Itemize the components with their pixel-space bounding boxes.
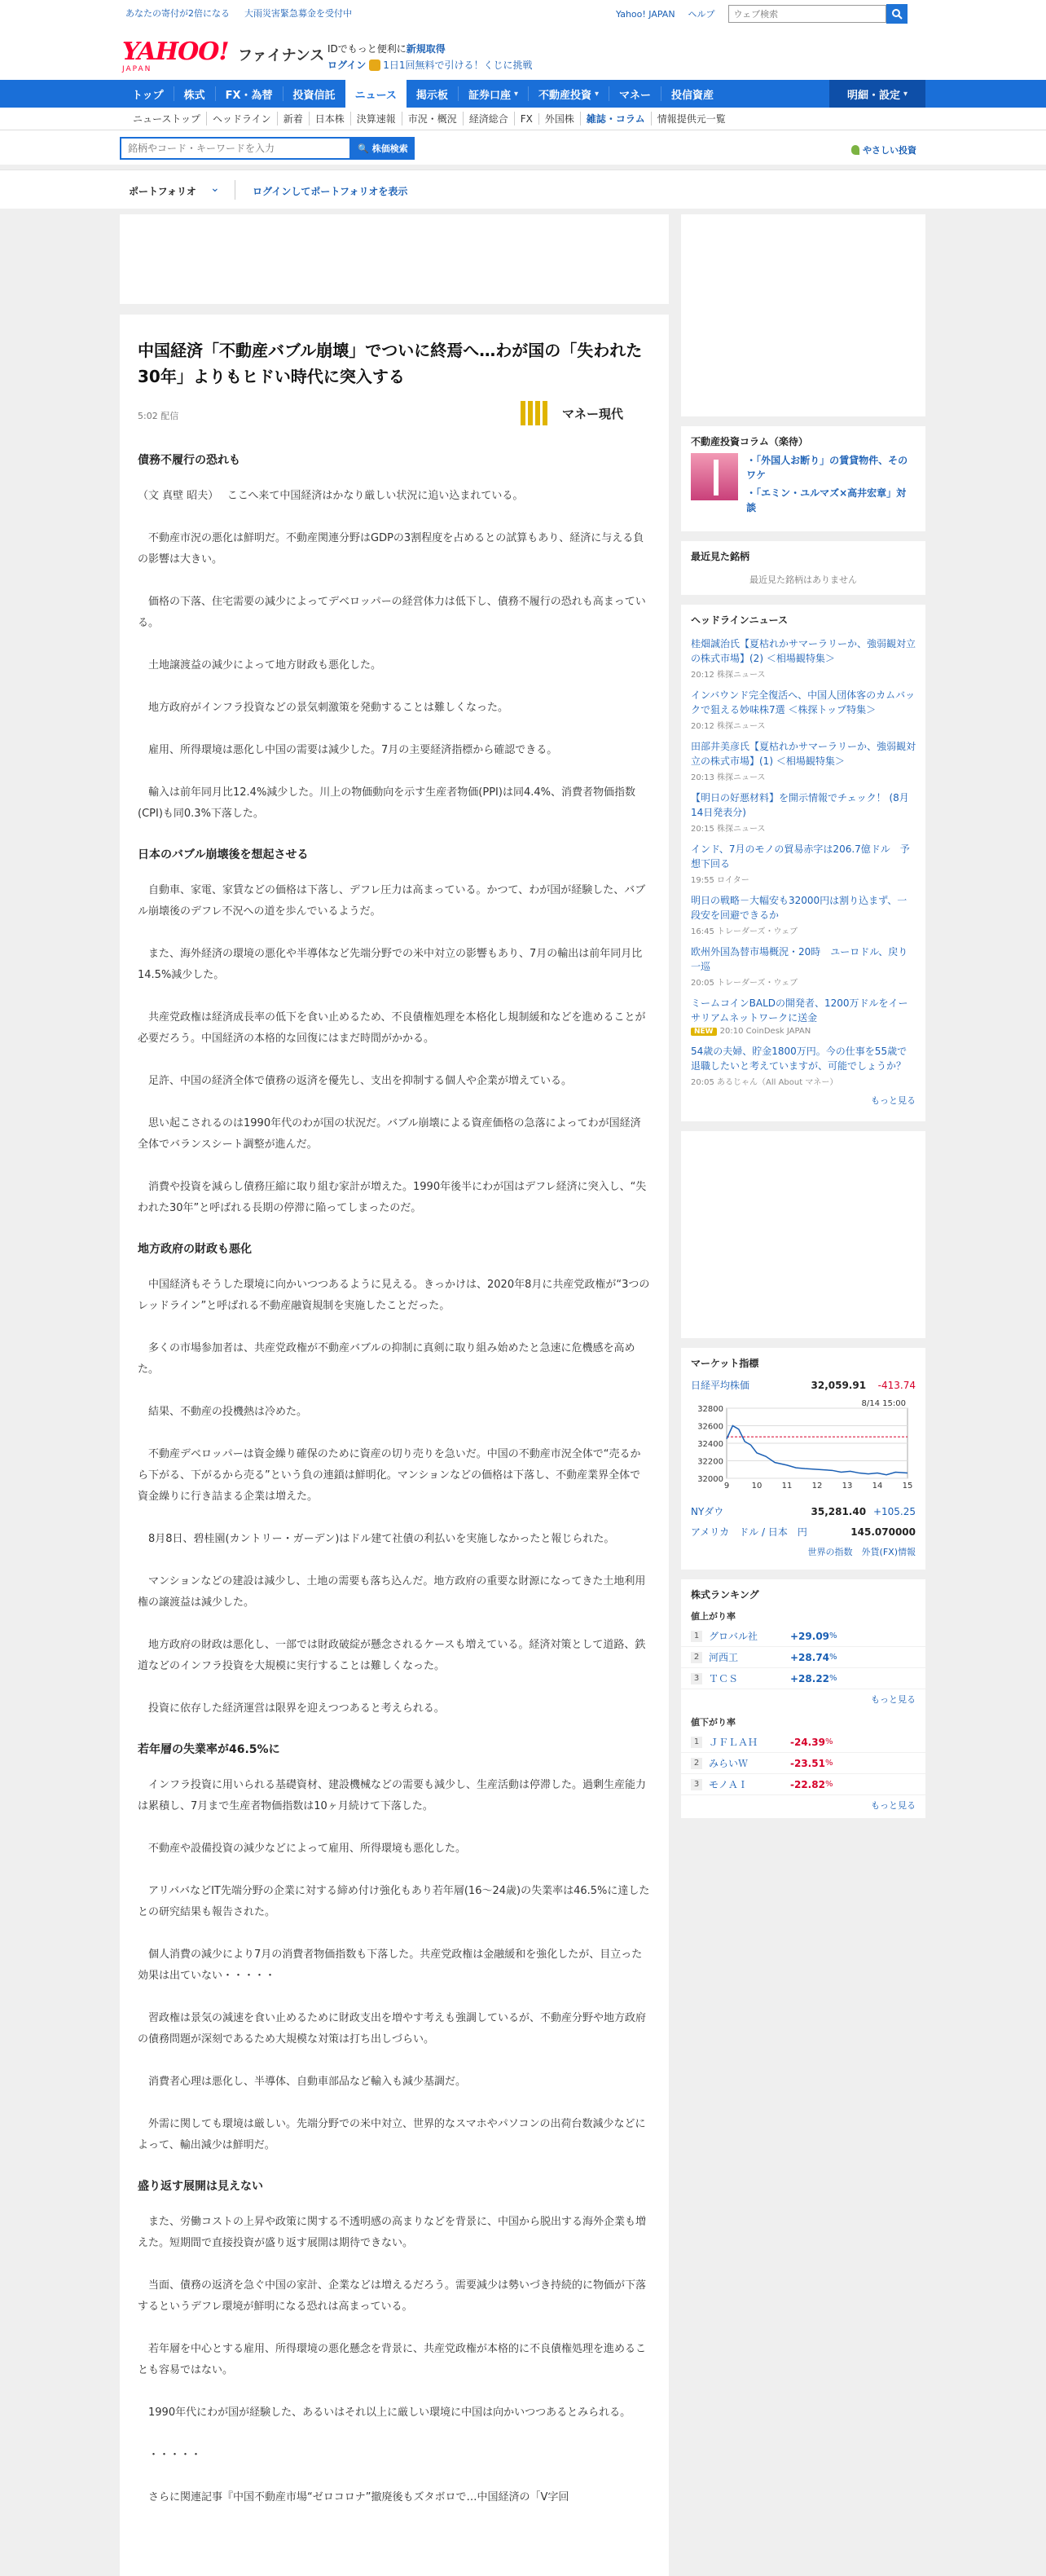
subnav-item[interactable]: 経済総合 — [464, 112, 515, 125]
recent-heading: 最近見た銘柄 — [691, 551, 750, 562]
ranking-percent: +29.09 — [790, 1630, 830, 1642]
service-name[interactable]: ファイナンス — [238, 47, 325, 64]
x-tick-label: 10 — [751, 1482, 763, 1491]
headline-meta — [691, 975, 916, 988]
headline-source: トレーダーズ・ウェブ — [717, 979, 798, 988]
headline-item[interactable] — [681, 734, 925, 786]
ny-dow-change: +105.25 — [872, 1506, 916, 1517]
stock-search — [120, 137, 415, 160]
login-link[interactable]: ログイン — [327, 59, 367, 71]
headline-item[interactable] — [681, 991, 925, 1039]
x-tick-label: 11 — [781, 1482, 793, 1491]
column-list — [681, 453, 925, 531]
ranking-unit: % — [829, 1653, 837, 1662]
headline-meta — [691, 924, 916, 936]
headline-title: 欧州外国為替市場概況・20時 ユーロドル、戻り一巡 — [691, 946, 908, 972]
section-heading: 若年層の失業率が46.5%に — [138, 1743, 280, 1756]
usdjpy-name: アメリカ ドル / 日本 円 — [691, 1526, 807, 1538]
column-link[interactable]: 「エミン・ユルマズ×高井宏章」対談 — [746, 487, 907, 513]
sidebar-ad — [681, 214, 925, 416]
headline-time: 20:13 — [691, 773, 714, 782]
lottery-icon — [369, 59, 380, 71]
ranking-heading: 株式ランキング — [691, 1589, 759, 1601]
headlines-more-link[interactable]: もっと見る — [871, 1095, 916, 1106]
stock-search-row — [0, 130, 1046, 165]
article-paragraph: 若年層を中心とする雇用、所得環境の悪化懸念を背景に、共産党政権が本格的に不良債権処理を進めることも容易ではない。 — [138, 2343, 647, 2376]
yahoo-logo[interactable]: YAHOO! — [122, 37, 229, 66]
portfolio-dropdown-icon[interactable]: ⌄ — [210, 182, 220, 195]
subnav-item[interactable]: FX — [515, 113, 539, 125]
headline-time: 16:45 — [691, 927, 714, 936]
ranking-down-label: 値下がり率 — [691, 1717, 736, 1728]
ranking-number: 2 — [691, 1652, 702, 1663]
recent-empty-text: 最近見た銘柄はありません — [749, 575, 857, 585]
search-icon: 🔍 — [358, 143, 369, 154]
column-heading: 不動産投資コラム（楽待） — [691, 436, 808, 447]
notice-link-1[interactable]: あなたの寄付が2倍になる — [125, 8, 230, 19]
article-paragraph: （文 真壁 昭夫） ここへ来て中国経済はかなり厳しい状況に追い込まれている。 — [138, 490, 524, 502]
headline-meta — [691, 1075, 916, 1087]
top-bar — [0, 0, 1046, 26]
stock-search-label: 株価検索 — [371, 143, 408, 154]
ranking-unit: % — [824, 1780, 833, 1789]
ranking-row[interactable] — [681, 1732, 925, 1753]
ranking-up-label: 値上がり率 — [691, 1611, 736, 1622]
y-tick-label: 32600 — [697, 1422, 723, 1432]
article-paragraph: インフラ投資に用いられる基礎資材、建設機械などの需要も減少し、生産活動は停滞した。過剰生産能力は累積し、7月まで生産者物価指数は10ヶ月続けて下落した。 — [138, 1779, 647, 1812]
headline-meta — [691, 873, 916, 885]
article-paragraph: 不動産や設備投資の減少などによって雇用、所得環境も悪化した。 — [138, 1843, 467, 1855]
ranking-number: 1 — [691, 1631, 702, 1642]
usdjpy-row[interactable] — [681, 1521, 925, 1542]
article-paragraph: 消費や投資を減らし債務圧縮に取り組む家計が増えた。1990年後半にわが国はデフレ経済に突入し、“失われた30年”と呼ばれる長期の停滞に陥ってしまったのだ。 — [138, 1181, 647, 1214]
ranking-percent: +28.22 — [790, 1672, 830, 1684]
section-heading: 債務不履行の恐れも — [138, 454, 240, 467]
article-paragraph: 足許、中国の経済全体で債務の返済を優先し、支出を抑制する個人や企業が増えている。 — [138, 1075, 573, 1087]
easy-invest-link[interactable] — [851, 143, 916, 156]
ranking-unit: % — [824, 1759, 833, 1768]
x-tick-label: 9 — [723, 1482, 730, 1491]
headline-time: 20:12 — [691, 671, 714, 680]
nikkei-chart — [681, 1395, 925, 1501]
subnav-item[interactable]: 新着 — [278, 112, 310, 125]
headline-meta — [691, 770, 916, 782]
ad-banner — [120, 214, 669, 304]
ranking-box — [681, 1579, 925, 1818]
x-tick-label: 12 — [811, 1482, 823, 1491]
portfolio-login-link[interactable]: ログインしてポートフォリオを表示 — [253, 186, 408, 197]
chevron-down-icon: ▾ — [595, 89, 600, 99]
nikkei-row[interactable] — [681, 1375, 925, 1395]
ranking-stock-name: みらいＷ — [709, 1758, 749, 1769]
headline-item[interactable] — [681, 786, 925, 837]
ranking-percent: -24.39 — [790, 1736, 825, 1748]
headline-source: CoinDesk JAPAN — [745, 1027, 811, 1036]
subnav-item[interactable]: ニューストップ — [127, 112, 207, 125]
headline-title: 54歳の夫婦、貯金1800万円。今の仕事を55歳で退職したいと考えていますが、可能でしょうか？ — [691, 1046, 908, 1072]
ranking-stock-name: ＴＣＳ — [709, 1673, 739, 1684]
chevron-down-icon: ▾ — [513, 89, 518, 99]
headline-time: 20:05 — [691, 979, 714, 988]
chart-timestamp: 8/14 15:00 — [861, 1399, 906, 1408]
chevron-down-icon: ▾ — [903, 89, 908, 99]
headline-title: 【明日の好悪材料】を開示情報でチェック！ (8月14日発表分) — [691, 792, 909, 818]
headline-title: 明日の戦略－大幅安も32000円は割り込まず、一段安を回避できるか — [691, 895, 908, 921]
article-paragraph: 思い起こされるのは1990年代のわが国の状況だ。バブル崩壊による資産価格の急落によってわが国経済全体でバランスシート調整が進んだ。 — [138, 1117, 641, 1151]
ranking-stock-name: モノＡＩ — [709, 1779, 748, 1790]
column-link[interactable]: 「外国人お断り」の賃貸物件、そのワケ — [746, 455, 908, 481]
nav-settings-label: 明細・設定 — [846, 89, 900, 102]
ny-dow-name: NYダウ — [691, 1506, 724, 1517]
headline-item[interactable] — [681, 632, 925, 683]
ranking-stock-name: ＪＦＬＡＨ — [709, 1737, 758, 1748]
ranking-row[interactable] — [681, 1753, 925, 1774]
ranking-row[interactable] — [681, 1647, 925, 1668]
article-paragraph: 個人消費の減少により7月の消費者物価指数も下落した。共産党政権は金融緩和を強化したが、目立った効果は出ていない・・・・・ — [138, 1949, 643, 1982]
ranking-unit: % — [829, 1674, 837, 1683]
headline-time: 20:05 — [691, 1078, 714, 1087]
section-heading: 日本のバブル崩壊後を想起させる — [138, 848, 309, 861]
new-badge: NEW — [691, 1028, 717, 1036]
nav-funds[interactable]: 投資信託 — [292, 89, 336, 102]
help-link[interactable]: ヘルプ — [688, 9, 715, 20]
nav-fund-assets[interactable]: 投信資産 — [671, 89, 714, 102]
headline-meta — [691, 667, 916, 680]
usdjpy-value: 145.070000 — [850, 1526, 916, 1538]
ranking-percent: -22.82 — [790, 1778, 825, 1790]
ny-dow-value: 35,281.40 — [811, 1506, 867, 1517]
article-paragraph: アリババなどIT先端分野の企業に対する締め付け強化もあり若年層(16～24歳)の失業率は46.5%に達したとの研究結果も報告された。 — [138, 1885, 650, 1918]
column-box — [681, 426, 925, 531]
stock-search-input[interactable] — [120, 137, 351, 160]
ranking-number: 1 — [691, 1737, 702, 1748]
headline-item[interactable] — [681, 837, 925, 888]
ranking-down-more[interactable]: もっと見る — [871, 1800, 916, 1811]
recent-stocks-box — [681, 541, 925, 595]
headline-source: トレーダーズ・ウェブ — [717, 927, 798, 936]
subnav-item[interactable]: 情報提供元一覧 — [657, 113, 726, 125]
market-box — [681, 1348, 925, 1570]
publisher[interactable] — [521, 401, 623, 425]
article-paragraph: 価格の下落、住宅需要の減少によってデベロッパーの経営体力は低下し、債務不履行の恐れも高まっている。 — [138, 596, 646, 629]
ny-dow-row[interactable] — [681, 1501, 925, 1521]
headline-source: 株探ニュース — [717, 671, 766, 680]
article-title: 中国経済「不動産バブル崩壊」でついに終焉へ…わが国の「失われた30年」よりもヒドい時代に突入する — [138, 341, 643, 386]
article-paragraph: 自動車、家電、家賃などの価格は下落し、デフレ圧力は高まっている。かつて、わが国が経験した、バブル崩壊後のデフレ不況への道を歩んでいるようだ。 — [138, 884, 646, 918]
headlines-box — [681, 605, 925, 1121]
ranking-number: 3 — [691, 1673, 702, 1684]
nav-securities-label: 証券口座 — [468, 89, 511, 102]
notice-link-2[interactable]: 大雨災害緊急募金を受付中 — [244, 8, 352, 19]
ranking-row[interactable] — [681, 1668, 925, 1689]
headline-title: インバウンド完全復活へ、中国人団体客のカムバックで狙える妙味株7選 ＜株探トップ特集＞ — [691, 689, 916, 716]
brand-row — [0, 26, 1046, 80]
nikkei-change: -413.74 — [877, 1380, 916, 1391]
article-paragraph: 不動産市況の悪化は鮮明だ。不動産関連分野はGDPの3割程度を占めるとの試算もあり、経済に与える負の影響は大きい。 — [138, 532, 644, 566]
headline-source: 株探ニュース — [717, 722, 766, 731]
column-thumbnail[interactable] — [691, 453, 738, 500]
subnav-item-active[interactable]: 雑誌・コラム — [581, 112, 652, 125]
ranking-unit: % — [829, 1631, 837, 1640]
nav-top[interactable]: トップ — [132, 89, 164, 102]
article — [120, 315, 669, 2576]
ranking-up-list — [681, 1626, 925, 1689]
lottery-link[interactable]: 1日1回無料で引ける！くじに挑戦 — [383, 59, 533, 71]
article-paragraph: 共産党政権は経済成長率の低下を食い止めるため、不良債権処理を本格化し規制緩和などを進めることが必要だろう。中国経済の本格的な回復にはまだ時間がかかる。 — [138, 1011, 646, 1045]
article-paragraph: 消費者心理は悪化し、半導体、自動車部品など輸入も減少基調だ。 — [138, 2076, 467, 2088]
article-paragraph: 輸入は前年同月比12.4%減少した。川上の物価動向を示す生産者物価(PPI)は同4.4%、消費者物価指数(CPI)も同0.3%下落した。 — [138, 786, 635, 820]
article-paragraph: 中国経済もそうした環境に向かいつつあるように見える。きっかけは、2020年8月に共産党政権が“3つのレッドライン”と呼ばれる不動産融資規制を実施したことだった。 — [138, 1279, 650, 1312]
x-tick-label: 14 — [872, 1482, 883, 1491]
web-search-button[interactable] — [886, 4, 908, 24]
headline-time: 20:10 — [719, 1027, 744, 1036]
nav-fx[interactable]: FX・為替 — [225, 89, 273, 102]
y-tick-label: 32800 — [697, 1405, 723, 1414]
headline-meta — [691, 821, 916, 834]
headline-meta — [691, 1027, 916, 1036]
ranking-percent: +28.74 — [790, 1651, 830, 1663]
article-paragraph: 8月8日、碧桂園(カントリー・ガーデン)はドル建て社債の利払いを実施しなかったと報じられた。 — [138, 1533, 615, 1545]
headline-source: ロイター — [717, 876, 749, 885]
ranking-up-more[interactable]: もっと見る — [871, 1694, 916, 1705]
headline-item[interactable] — [681, 1039, 925, 1090]
subnav-item[interactable]: 決算速報 — [351, 112, 402, 125]
search-icon — [891, 8, 903, 20]
section-heading: 盛り返す展開は見えない — [138, 2180, 263, 2193]
nav-money[interactable]: マネー — [619, 89, 652, 102]
subnav-item[interactable]: ヘッドライン — [207, 112, 278, 125]
publisher-name: マネー現代 — [562, 406, 624, 421]
nikkei-value: 32,059.91 — [811, 1380, 867, 1391]
nav-stocks[interactable]: 株式 — [183, 89, 205, 102]
headline-time: 20:15 — [691, 825, 714, 834]
article-paragraph: 土地譲渡益の減少によって地方財政も悪化した。 — [138, 659, 382, 672]
subnav-item[interactable]: 市況・概況 — [402, 112, 464, 125]
signup-link[interactable]: 新規取得 — [406, 43, 446, 55]
headline-item[interactable] — [681, 888, 925, 940]
headline-item[interactable] — [681, 940, 925, 991]
headline-source: 株探ニュース — [717, 773, 766, 782]
web-search-input[interactable] — [728, 5, 886, 23]
headline-source: 株探ニュース — [717, 825, 766, 834]
article-paragraph: 当面、債務の返済を急ぐ中国の家計、企業などは増えるだろう。需要減少は勢いづき持続的に物価が下落するというデフレ環境が鮮明になる恐れは高まっている。 — [138, 2279, 647, 2313]
headline-title: ミームコインBALDの開発者、1200万ドルをイーサリアムネットワークに送金 — [691, 997, 908, 1024]
easy-invest-label: やさしい投資 — [863, 145, 916, 156]
nikkei-chart-svg — [691, 1397, 916, 1495]
article-paragraph: 習政権は景気の減速を食い止めるために財政支出を増やす考えも強調しているが、不動産分野や地方政府の債務問題が深刻であるため大規模な対策は打ち出しづらい。 — [138, 2012, 647, 2045]
ranking-down-list — [681, 1732, 925, 1795]
yahoo-japan-link[interactable]: Yahoo! JAPAN — [616, 8, 675, 20]
subnav-item[interactable]: 外国株 — [539, 112, 581, 125]
ranking-percent: -23.51 — [790, 1757, 825, 1769]
market-links[interactable]: 世界の指数 外貨(FX)情報 — [807, 1547, 916, 1557]
headline-time: 19:55 — [691, 876, 714, 885]
portfolio-label: ポートフォリオ — [129, 186, 196, 197]
article-paragraph: 不動産デベロッパーは資金繰り確保のために資産の切り売りを急いだ。中国の不動産市況全体で“売るから下がる、下がるから売る”という負の連鎖は鮮明化。マンションなどの価格は下落し、不動産業界全体で資金繰りに行き詰まる企業は増えた。 — [138, 1448, 641, 1503]
y-tick-label: 32200 — [697, 1457, 723, 1467]
y-tick-label: 32400 — [697, 1440, 723, 1449]
article-paragraph: 地方政府の財政は悪化し、一部では財政破綻が懸念されるケースも増えている。経済対策として道路、鉄道などのインフラ投資を大規模に実行することは難しくなった。 — [138, 1639, 646, 1672]
headline-title: 桂畑誠治氏【夏枯れかサマーラリーか、強弱観対立の株式市場】(2) ＜相場観特集＞ — [691, 638, 916, 664]
ranking-number: 3 — [691, 1779, 702, 1790]
headline-source: あるじゃん（All About マネー） — [717, 1078, 838, 1087]
article-paragraph: 雇用、所得環境は悪化し中国の需要は減少した。7月の主要経済指標から確認できる。 — [138, 744, 558, 756]
article-paragraph: 多くの市場参加者は、共産党政権が不動産バブルの抑制に真剣に取り組み始めたと急速に危機感を高めた。 — [138, 1342, 635, 1376]
ranking-row[interactable] — [681, 1774, 925, 1795]
article-meta — [138, 390, 651, 432]
top-right — [616, 4, 908, 24]
article-paragraph: 投資に依存した経済運営は限界を迎えつつあると考えられる。 — [138, 1702, 445, 1715]
main-column — [120, 214, 669, 2576]
nav-realestate[interactable] — [529, 80, 609, 108]
article-time: 5:02 配信 — [138, 411, 179, 421]
nikkei-name: 日経平均株価 — [691, 1380, 750, 1391]
nav-realestate-label: 不動産投資 — [538, 89, 591, 102]
nav-news[interactable]: ニュース — [345, 80, 407, 108]
x-tick-label: 15 — [902, 1482, 913, 1491]
headlines-heading: ヘッドラインニュース — [691, 614, 789, 626]
ranking-stock-name: 河西工 — [709, 1652, 739, 1663]
headline-item[interactable] — [681, 683, 925, 734]
article-paragraph: 結果、不動産の投機熱は冷めた。 — [138, 1406, 308, 1418]
article-paragraph: ・・・・・ — [138, 2449, 202, 2461]
x-tick-label: 13 — [842, 1482, 853, 1491]
web-search — [728, 4, 908, 24]
headline-meta — [691, 719, 916, 731]
section-heading: 地方政府の財政も悪化 — [138, 1243, 252, 1256]
portfolio-row — [0, 170, 1046, 209]
yahoo-logo-sub: JAPAN — [122, 65, 152, 73]
stock-search-button[interactable] — [351, 137, 415, 160]
headline-title: 田部井美彦氏【夏枯れかサマーラリーか、強弱観対立の株式市場】(1) ＜相場観特集＞ — [691, 741, 916, 767]
nav-board[interactable]: 掲示板 — [415, 89, 448, 102]
promo-text: IDでもっと便利に — [327, 43, 407, 55]
headline-title: インド、7月のモノの貿易赤字は206.7億ドル 予想下回る — [691, 843, 910, 870]
nav-settings[interactable] — [829, 80, 925, 108]
article-body — [138, 451, 651, 2508]
news-subnav — [0, 108, 1046, 130]
notices — [125, 7, 352, 20]
sidebar-ad-2 — [681, 1131, 925, 1338]
article-paragraph: 外需に関しても環境は厳しい。先端分野での米中対立、世界的なスマホやパソコンの出荷台数減少などによって、輸出減少は鮮明だ。 — [138, 2118, 646, 2151]
y-tick-label: 32000 — [697, 1475, 723, 1484]
ranking-stock-name: グロバル社 — [709, 1631, 758, 1642]
ranking-unit: % — [824, 1737, 833, 1746]
article-paragraph: さらに関連記事『中国不動産市場“ゼロコロナ”撤廃後もズタボロで…中国経済の「V字回 — [138, 2491, 569, 2503]
sidebar — [681, 214, 925, 1828]
article-paragraph: 1990年代にわが国が経験した、あるいはそれ以上に厳しい環境に中国は向かいつつあるとみられる。 — [138, 2406, 631, 2419]
article-paragraph: また、海外経済の環境の悪化や半導体など先端分野での米中対立の影響もあり、7月の輸出は前年同月比14.5%減少した。 — [138, 948, 643, 981]
ranking-number: 2 — [691, 1758, 702, 1769]
leaf-icon — [851, 145, 859, 155]
subnav-item[interactable]: 日本株 — [310, 112, 351, 125]
article-paragraph: また、労働コストの上昇や政策に関する不透明感の高まりなどを背景に、中国から脱出する海外企業も増えた。短期間で直接投資が盛り返す展開は期待できない。 — [138, 2216, 647, 2249]
headline-time: 20:12 — [691, 722, 714, 731]
nav-securities[interactable] — [459, 80, 528, 108]
headline-list — [681, 632, 925, 1090]
market-heading: マーケット指標 — [691, 1358, 759, 1369]
article-paragraph: 地方政府がインフラ投資などの景気刺激策を発動することは難しくなった。 — [138, 702, 509, 714]
article-paragraph: マンションなどの建設は減少し、土地の需要も落ち込んだ。地方政府の重要な財源になってきた土地利用権の譲渡益は減少した。 — [138, 1575, 646, 1609]
publisher-logo-icon — [521, 401, 547, 425]
global-nav — [0, 80, 1046, 108]
login-promo — [327, 41, 533, 73]
ranking-row[interactable] — [681, 1626, 925, 1647]
